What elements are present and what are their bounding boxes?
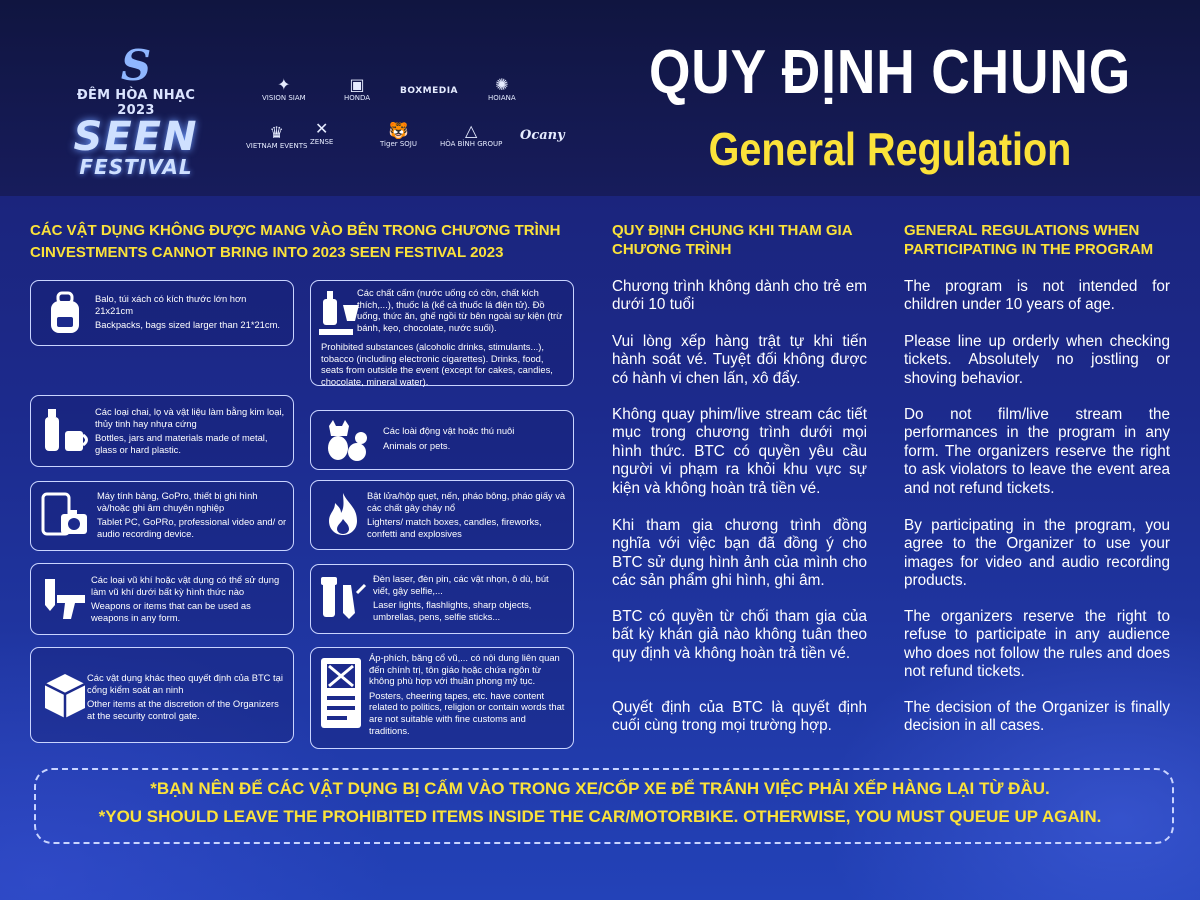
prohibited-heading-vi: CÁC VẬT DỤNG KHÔNG ĐƯỢC MANG VÀO BÊN TRONG CHƯƠNG TRÌNH (30, 222, 561, 239)
prohibited-card-posters (310, 647, 574, 749)
sponsor-logo-boxmedia: BOXMEDIA (400, 86, 459, 96)
prohibited-card-flashlights (310, 564, 574, 634)
rule-en-item: By participating in the program, you agree to the Organizer to use your images for video and audio recording products. (904, 517, 1170, 590)
rule-vi-item: Khi tham gia chương trình đồng nghĩa với việc bạn đã đồng ý cho BTC sử dụng hình ảnh của mình cho các sản phẩm ghi hình, ghi âm. (612, 517, 867, 590)
item-en: Laser lights, flashlights, sharp objects, umbrellas, pens, selfie sticks... (373, 599, 532, 622)
prohibited-card-fire (310, 480, 574, 550)
backpack-icon (39, 287, 91, 339)
page-subtitle: General Regulation (708, 123, 1072, 175)
rule-en-item: Do not film/live stream the performances in the program in any form. The organizers reserve the right to ask violators to leave the event area and not refund tickets. (904, 406, 1170, 497)
footer-note-vi: *BẠN NÊN ĐỂ CÁC VẬT DỤNG BỊ CẤM VÀO TRONG XE/CỐP XE ĐỂ TRÁNH VIỆC PHẢI XẾP HÀNG LẠI TỪ ĐẦU. (150, 779, 1050, 798)
rule-vi-item: BTC có quyền từ chối tham gia của bất kỳ khán giả nào không tuân theo quy định và không hoàn trả tiền vé. (612, 608, 867, 662)
item-vi: Máy tính bảng, GoPro, thiết bị ghi hình và/hoặc ghi âm chuyên nghiệp (97, 490, 258, 513)
bottle-jar-icon (39, 405, 91, 457)
rules-vi-heading: QUY ĐỊNH CHUNG KHI THAM GIA CHƯƠNG TRÌNH (612, 222, 852, 258)
weapon-icon (39, 573, 91, 625)
sponsor-logo-ocany: Ocany (520, 128, 565, 143)
camera-tablet-icon (39, 490, 91, 542)
item-vi: Áp-phích, băng cổ vũ,... có nội dung liên quan đến chính trị, tôn giáo hoặc chứa ngôn từ không phù hợp với thuần phong mỹ tục. (369, 652, 560, 687)
rule-vi-item: Không quay phim/live stream các tiết mục trong chương trình dưới mọi hình thức. BTC có quyền yêu cầu người vi phạm ra khỏi khu vực sự kiện và không hoàn trả tiền vé. (612, 406, 867, 497)
rule-vi-item: Chương trình không dành cho trẻ em dưới 10 tuổi (612, 278, 867, 314)
festival-name-seen: SEEN (73, 114, 199, 160)
rule-en-item: The organizers reserve the right to refuse to participate in any audience who does not follow the rules and does not refund tickets. (904, 608, 1170, 681)
rules-vi-list (612, 278, 867, 748)
flashlight-knife-icon (317, 573, 369, 625)
item-vi: Bật lửa/hộp quẹt, nến, pháo bông, pháo giấy và các chất gây cháy nổ (367, 490, 566, 513)
item-en: Prohibited substances (alcoholic drinks, stimulants...), tobacco (including electronic cigarettes). Drinks, food, seats from outside the event (except for cakes, candies, chocolate, mineral water). (321, 341, 553, 387)
rules-en-list (904, 278, 1170, 748)
sponsor-logo-vision-siam: ✦ VISION SIAM (262, 75, 306, 102)
festival-edition: ĐÊM HÒA NHẠC 2023 (76, 88, 196, 118)
item-en: Posters, cheering tapes, etc. have content related to politics, religion or contain words that are not suitable with fine customs and traditions. (369, 689, 565, 736)
rule-en-item: The program is not intended for children under 10 years of age. (904, 278, 1170, 314)
item-en: Lighters/ match boxes, candles, fireworks, confetti and explosives (367, 516, 542, 539)
sponsor-logo-honda: ▣ HONDA (344, 75, 371, 102)
prohibited-card-weapons (30, 563, 294, 635)
item-vi: Các loài động vật hoặc thú nuôi (383, 425, 515, 436)
item-vi: Balo, túi xách có kích thước lớn hơn 21x21cm (95, 293, 247, 316)
prohibited-heading-en: CINVESTMENTS CANNOT BRING INTO 2023 SEEN FESTIVAL 2023 (30, 244, 504, 261)
box-icon (39, 670, 91, 722)
animal-icon (321, 414, 373, 466)
sponsor-logo-tiger-soju: 🐯 Tiger SOJU (380, 121, 417, 148)
page-title: QUY ĐỊNH CHUNG (648, 38, 1132, 107)
sponsor-logo-vietnam-events: ♛ VIETNAM EVENTS (246, 123, 308, 150)
rule-en-item: Please line up orderly when checking tickets. Absolutely no jostling or shoving behavior. (904, 333, 1170, 387)
item-en: Weapons or items that can be used as weapons in any form. (91, 600, 251, 623)
item-en: Other items at the discretion of the Organizers at the security control gate. (87, 698, 279, 721)
rules-en-heading: GENERAL REGULATIONS WHEN PARTICIPATING IN THE PROGRAM (904, 222, 1154, 258)
item-vi: Đèn laser, đèn pin, các vật nhọn, ô dù, bút viết, gậy selfie,... (373, 573, 549, 596)
item-en: Animals or pets. (383, 439, 451, 451)
prohibited-card-backpack (30, 280, 294, 346)
rule-en-item: The decision of the Organizer is finally decision in all cases. (904, 699, 1170, 735)
prohibited-card-animals (310, 410, 574, 470)
prohibited-card-recording-devices (30, 481, 294, 551)
poster-icon (317, 654, 369, 736)
sponsor-logo-hoa-binh-group: △ HÒA BÌNH GROUP (440, 121, 503, 148)
prohibited-heading (30, 220, 590, 264)
item-vi: Các chất cấm (nước uống có cồn, chất kích thích,...), thuốc lá (kể cả thuốc lá điện tử). Đồ uống, thức ăn, ghế ngồi từ bên ngoài sự kiện (trừ bánh, kẹo, chocolate, nước suối). (357, 287, 563, 333)
footer-note-en: *YOU SHOULD LEAVE THE PROHIBITED ITEMS INSIDE THE CAR/MOTORBIKE. OTHERWISE, YOU MUST QUEUE UP AGAIN. (98, 807, 1102, 826)
festival-name-festival: FESTIVAL (79, 155, 193, 179)
sponsor-logo-zense: ✕ ZENSE (310, 119, 334, 146)
fire-icon (317, 489, 369, 541)
prohibited-card-substances (310, 280, 574, 386)
sponsor-logos (240, 68, 580, 164)
item-vi: Các vật dụng khác theo quyết định của BTC tại cổng kiểm soát an ninh (87, 672, 283, 695)
rule-vi-item: Vui lòng xếp hàng trật tự khi tiến hành soát vé. Tuyệt đối không được có hành vi chen lấn, xô đẩy. (612, 333, 867, 387)
prohibited-card-other-items (30, 647, 294, 743)
item-vi: Các loại vũ khí hoặc vật dụng có thể sử dụng làm vũ khí dưới bất kỳ hình thức nào (91, 574, 280, 597)
item-en: Tablet PC, GoPRo, professional video and/ or audio recording device. (97, 516, 287, 539)
item-en: Bottles, jars and materials made of metal, glass or hard plastic. (95, 432, 268, 455)
festival-logo (56, 41, 216, 179)
sponsor-logo-hoiana: ✺ HOIANA (488, 75, 516, 102)
rule-vi-item: Quyết định của BTC là quyết định cuối cùng trong mọi trường hợp. (612, 699, 867, 735)
prohibited-card-bottles (30, 395, 294, 467)
item-vi: Các loại chai, lọ và vật liệu làm bằng kim loại, thủy tinh hay nhựa cứng (95, 406, 285, 429)
festival-s-emblem: S (120, 41, 152, 90)
item-en: Backpacks, bags sized larger than 21*21cm. (95, 319, 280, 331)
